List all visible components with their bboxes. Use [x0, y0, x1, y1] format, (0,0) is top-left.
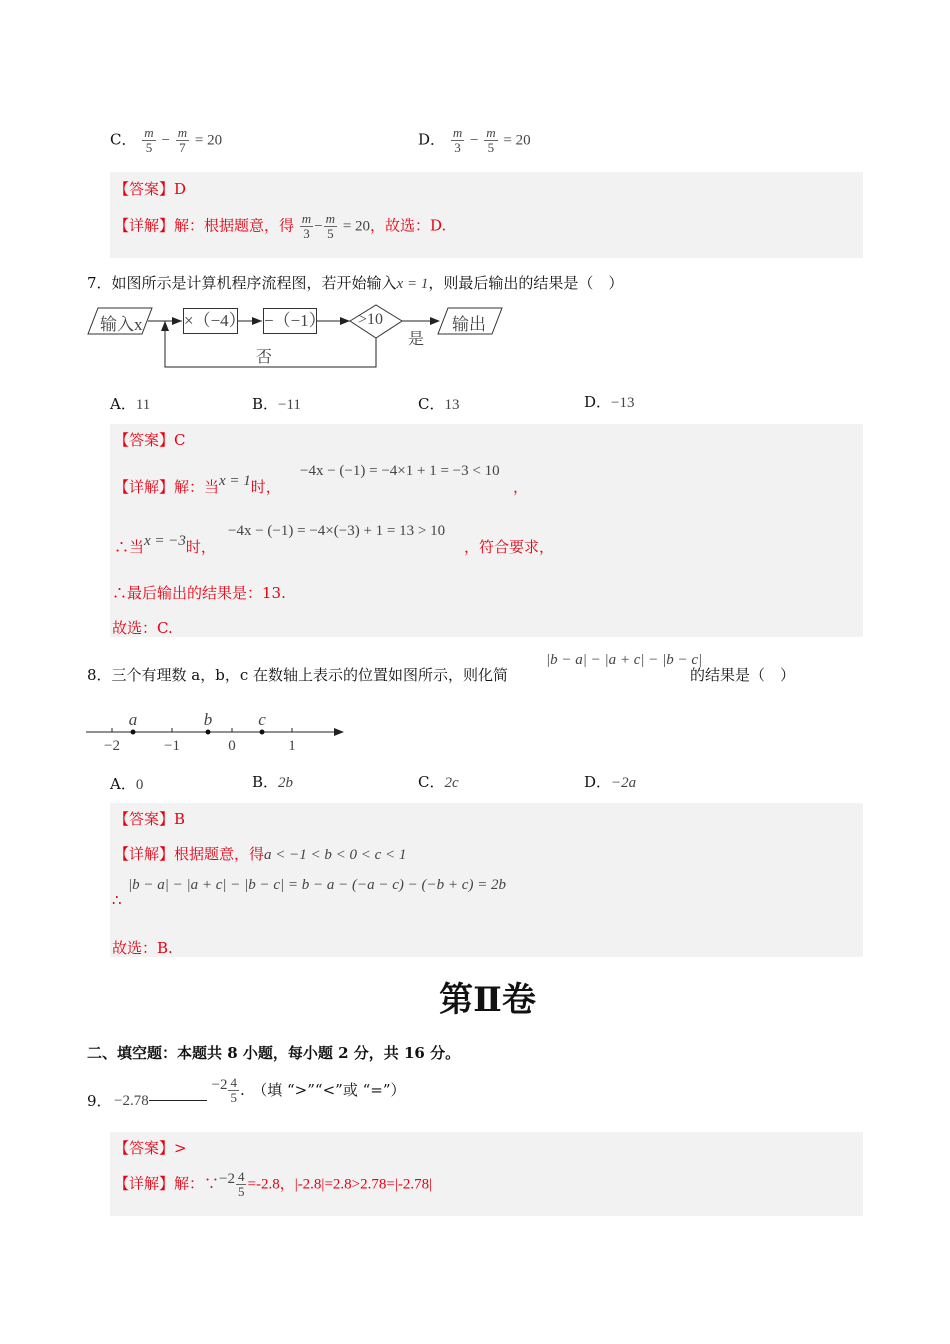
- detail-line-1: 【详解】解：当x = 1时，: [114, 473, 281, 496]
- q6-option-c: [110, 126, 222, 155]
- detail-line: 【详解】解：根据题意，得 $\frac{m}{3}$ − $\frac{m}{5}$ = 20，故选：D.: [114, 211, 447, 241]
- flow-condition: >10: [358, 311, 384, 328]
- q8-answer-box: [110, 803, 863, 957]
- answer-label: 【答案】D: [114, 180, 187, 198]
- fraction: $\frac{4}{5}$: [237, 1169, 245, 1199]
- point-label: a: [128, 710, 138, 729]
- fraction: $\frac{m}{5}$: [144, 125, 154, 155]
- fraction: $\frac{m}{3}$: [301, 211, 312, 241]
- tick-label: −2: [104, 738, 120, 754]
- detail-text: 【详解】解：根据题意，得: [114, 216, 295, 235]
- q8-stem-math: |b − a| − |a + c| − |b − c|: [546, 652, 703, 668]
- axis-arrow: [334, 728, 344, 736]
- q8-option-c: C．2c: [418, 773, 459, 791]
- tick-label: −1: [164, 738, 180, 754]
- point-b: [206, 730, 211, 735]
- q9-number: 9．: [87, 1092, 112, 1110]
- fraction: $\frac{4}{5}$: [230, 1075, 237, 1105]
- math-text: −2.78: [114, 1092, 149, 1109]
- q9-stem: −2.78 −2 $\frac{4}{5}$ . （填 “>”“<”或 “=”）: [114, 1075, 406, 1109]
- q6-answer-box: [110, 172, 863, 258]
- q7-option-c: C．13: [418, 395, 460, 413]
- tick-label: 0: [228, 738, 236, 754]
- flow-input: 输入x: [100, 315, 143, 334]
- option-label: C．: [110, 130, 137, 149]
- section-heading: 二、填空题：本题共 8 小题，每小题 2 分，共 16 分。: [87, 1044, 461, 1062]
- stem-text: ，则最后输出的结果是（ ）: [428, 274, 624, 292]
- q7-option-a: A．11: [110, 395, 151, 413]
- section-title: 第Ⅱ卷: [439, 980, 536, 1020]
- math-op: −: [161, 132, 170, 149]
- number-line: [84, 706, 354, 756]
- fraction: $\frac{m}{7}$: [177, 125, 188, 155]
- answer-label: 【答案】C: [114, 431, 186, 449]
- fraction: $\frac{m}{5}$: [325, 211, 336, 241]
- flow-output: 输出: [452, 315, 486, 334]
- math-text: = 20: [194, 132, 223, 149]
- fraction: $\frac{m}{3}$: [452, 125, 463, 155]
- math-expression: −4x − (−1) = −4×(−3) + 1 = 13 > 10: [228, 523, 446, 539]
- q7-option-d: D．−13: [584, 393, 635, 411]
- tick-label: 1: [288, 738, 296, 754]
- q9-answer-box: [110, 1132, 863, 1216]
- flow-no-label: 否: [256, 349, 273, 366]
- detail-line-4: 故选：C.: [112, 619, 173, 637]
- stem-text: 7．如图所示是计算机程序流程图，若开始输入: [87, 274, 397, 292]
- math-expression: −4x − (−1) = −4×1 + 1 = −3 < 10: [300, 463, 500, 479]
- therefore-symbol: ∴: [112, 891, 122, 909]
- math-expression: |b − a| − |a + c| − |b − c| = b − a − (−a − c) − (−b + c) = 2b: [128, 877, 507, 893]
- answer-label: 【答案】>: [114, 1139, 187, 1157]
- detail-line: 【详解】解：∵−2 $\frac{4}{5}$ =-2.8，|-2.8|=2.8>2.78=|-2.78|: [114, 1169, 433, 1199]
- point-c: [260, 730, 265, 735]
- q7-flowchart: [0, 300, 520, 370]
- detail-text: ，: [513, 478, 529, 496]
- point-a: [131, 730, 136, 735]
- detail-text: ，符合要求，: [464, 538, 555, 556]
- q8-option-d: D．−2a: [584, 773, 637, 791]
- detail-line-2: ∴当x = −3时，: [114, 533, 216, 556]
- answer-label: 【答案】B: [114, 810, 186, 828]
- q7-stem: [87, 272, 623, 293]
- math-text: x = 1: [396, 276, 429, 292]
- math-text: = 20: [342, 218, 371, 235]
- detail-text: ，故选：D.: [370, 216, 447, 235]
- math-text: = 20: [503, 132, 531, 149]
- answer-blank[interactable]: [149, 1100, 207, 1101]
- detail-line-3: 故选：B.: [112, 939, 173, 957]
- q8-option-b: B．2b: [252, 773, 294, 791]
- q6-option-d: [418, 126, 531, 155]
- point-label: c: [258, 710, 266, 729]
- detail-line-1: 【详解】根据题意，得a < −1 < b < 0 < c < 1: [114, 845, 407, 863]
- flow-subtract: −（−1）: [263, 308, 317, 334]
- q8-stem-suffix: 的结果是（ ）: [690, 666, 796, 684]
- q7-option-b: B．−11: [252, 395, 301, 413]
- fraction: $\frac{m}{5}$: [486, 125, 496, 155]
- math-op: −: [469, 132, 479, 149]
- q7-answer-box: [110, 424, 863, 637]
- option-label: D．: [418, 130, 446, 149]
- q8-stem: 8．三个有理数 a，b，c 在数轴上表示的位置如图所示，则化简: [87, 666, 509, 684]
- detail-line-3: ∴最后输出的结果是：13.: [112, 584, 286, 602]
- point-label: b: [203, 710, 213, 729]
- flow-multiply: ×（−4）: [183, 308, 238, 334]
- flow-yes-label: 是: [408, 331, 425, 348]
- q8-option-a: A．0: [110, 775, 144, 793]
